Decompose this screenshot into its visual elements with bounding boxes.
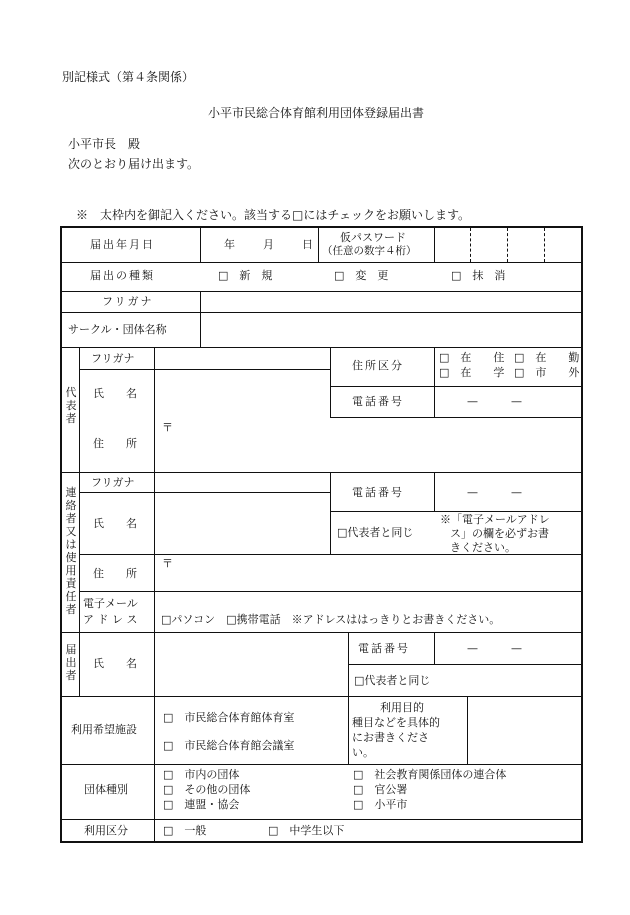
group-type-federation[interactable]: □ 連盟・協会 xyxy=(163,798,240,811)
notifier-name-label: 氏 名 xyxy=(93,657,137,670)
group-type-kodaira-city[interactable]: □ 小平市 xyxy=(353,798,408,811)
notifier-phone-label: 電話番号 xyxy=(358,642,410,655)
type-option-new[interactable]: □ 新 規 xyxy=(218,269,273,282)
password-label: 仮パスワード xyxy=(340,231,406,244)
intro-text: 次のとおり届け出ます。 xyxy=(68,157,200,171)
rep-phone-field[interactable]: — — xyxy=(467,395,522,408)
rep-address-label: 住 所 xyxy=(93,437,137,450)
contact-same-as-rep[interactable]: □代表者と同じ xyxy=(337,526,414,539)
contact-address-field[interactable] xyxy=(155,555,581,591)
notifier-same-as-rep[interactable]: □代表者と同じ xyxy=(354,674,431,687)
notifier-phone-field[interactable]: — — xyxy=(467,642,522,655)
rep-address-outside[interactable]: □ 市 外 xyxy=(514,366,580,379)
contact-phone-field[interactable]: — — xyxy=(467,486,522,499)
usage-label: 利用区分 xyxy=(84,824,128,837)
contact-email-note-3: きください。 xyxy=(450,541,516,554)
password-digit-2[interactable] xyxy=(471,228,507,262)
submission-type-label: 届出の種類 xyxy=(90,269,155,282)
rep-name-field[interactable] xyxy=(155,370,330,417)
instruction-text: ※ 太枠内を御記入ください。該当する□にはチェックをお願いします。 xyxy=(76,208,471,222)
rep-phone-label: 電話番号 xyxy=(352,395,404,408)
group-type-city[interactable]: □ 市内の団体 xyxy=(163,768,240,781)
rep-address-commuter[interactable]: □ 在 勤 xyxy=(514,351,580,364)
contact-email-note-2: ス」の欄を必ずお書 xyxy=(450,527,549,540)
form-number: 別記様式（第４条関係） xyxy=(62,70,195,84)
org-furigana-field[interactable] xyxy=(201,291,581,312)
purpose-label-4: い。 xyxy=(352,746,374,759)
password-digit-4[interactable] xyxy=(545,228,581,262)
contact-furigana-field[interactable] xyxy=(155,473,330,492)
group-type-government[interactable]: □ 官公署 xyxy=(353,783,408,796)
contact-email-note-1: ※「電子メールアドレ xyxy=(440,513,550,526)
registration-form xyxy=(60,226,583,843)
facility-option-meeting[interactable]: □ 市民総合体育館会議室 xyxy=(163,739,295,752)
contact-email-label-1: 電子メール xyxy=(83,597,138,610)
password-digit-1[interactable] xyxy=(435,228,470,262)
password-sublabel: （任意の数字４桁） xyxy=(322,245,417,257)
type-option-change[interactable]: □ 変 更 xyxy=(334,269,389,282)
contact-email-label-2: ア ド レ ス xyxy=(83,613,138,626)
purpose-label-1: 利用目的 xyxy=(380,701,424,714)
purpose-field[interactable] xyxy=(468,697,581,764)
rep-postal-mark: 〒 xyxy=(162,421,173,434)
rep-address-field[interactable] xyxy=(155,418,581,472)
date-day-label: 日 xyxy=(302,238,313,251)
org-furigana-label: フリガナ xyxy=(102,295,154,308)
contact-name-label: 氏 名 xyxy=(93,517,137,530)
contact-address-label: 住 所 xyxy=(93,567,137,580)
rep-furigana-field[interactable] xyxy=(155,348,330,369)
rep-address-resident[interactable]: □ 在 住 xyxy=(439,351,505,364)
contact-phone-label: 電話番号 xyxy=(352,486,404,499)
group-type-social-education[interactable]: □ 社会教育関係団体の連合体 xyxy=(353,768,507,781)
contact-postal-mark: 〒 xyxy=(162,557,173,570)
usage-option-general[interactable]: □ 一般 xyxy=(163,824,207,837)
document-title: 小平市民総合体育館利用団体登録届出書 xyxy=(208,106,425,120)
contact-furigana-label: フリガナ xyxy=(91,476,135,489)
contact-group-label: 連絡者又は使用責任者 xyxy=(65,486,77,616)
rep-address-class-label: 住所区分 xyxy=(352,359,404,372)
submission-date-field[interactable] xyxy=(201,228,318,262)
password-digit-3[interactable] xyxy=(508,228,544,262)
notifier-group-label: 届出者 xyxy=(65,643,77,682)
addressee: 小平市長 殿 xyxy=(68,137,141,151)
org-name-label: サークル・団体名称 xyxy=(68,323,167,336)
representative-group-label: 代表者 xyxy=(65,386,77,425)
contact-email-options[interactable]: □パソコン □携帯電話 ※アドレスははっきりとお書きください。 xyxy=(161,613,501,626)
date-year-label: 年 xyxy=(224,238,235,251)
group-type-label: 団体種別 xyxy=(84,783,128,796)
date-month-label: 月 xyxy=(263,238,274,251)
contact-name-field[interactable] xyxy=(155,493,330,554)
rep-address-student[interactable]: □ 在 学 xyxy=(439,366,505,379)
org-name-field[interactable] xyxy=(201,313,581,347)
rep-name-label: 氏 名 xyxy=(93,387,137,400)
group-type-other[interactable]: □ その他の団体 xyxy=(163,783,251,796)
facility-label: 利用希望施設 xyxy=(71,723,137,736)
usage-option-junior-high[interactable]: □ 中学生以下 xyxy=(268,824,345,837)
rep-furigana-label: フリガナ xyxy=(91,352,135,365)
submission-date-label: 届出年月日 xyxy=(90,238,155,251)
purpose-label-3: にお書きくださ xyxy=(352,731,429,744)
notifier-name-field[interactable] xyxy=(155,633,348,696)
facility-option-gym[interactable]: □ 市民総合体育館体育室 xyxy=(163,711,295,724)
purpose-label-2: 種目などを具体的 xyxy=(352,716,440,729)
type-option-delete[interactable]: □ 抹 消 xyxy=(451,269,506,282)
